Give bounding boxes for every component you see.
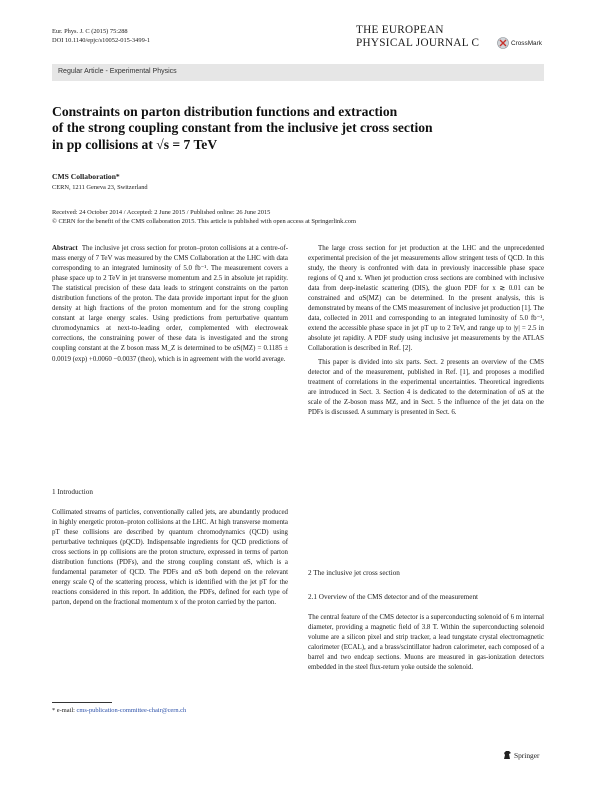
journal-name-line1: THE EUROPEAN	[356, 24, 444, 36]
title-line-1: Constraints on parton distribution functions and extraction	[52, 104, 398, 119]
copyright: © CERN for the benefit of the CMS collaboration 2015. This article is published with open access at Springerlink.com	[52, 218, 356, 225]
author: CMS Collaboration*	[52, 172, 120, 181]
citation: Eur. Phys. J. C (2015) 75:288	[52, 28, 128, 35]
journal-logo	[356, 24, 492, 60]
left-column	[52, 244, 288, 368]
section-heading-introduction: 1 Introduction	[52, 488, 93, 496]
publisher-logo	[503, 750, 539, 760]
intro-body	[52, 508, 288, 611]
right-column	[308, 244, 544, 421]
crossmark-icon	[497, 37, 509, 49]
crossmark-label: CrossMark	[511, 39, 542, 47]
title-line-3: in pp collisions at √s = 7 TeV	[52, 136, 218, 152]
section-heading-2: 2 The inclusive jet cross section	[308, 569, 400, 577]
right-paragraph-3-wrap	[308, 613, 544, 676]
abstract	[52, 244, 288, 365]
footnote	[52, 707, 186, 715]
dates: Received: 24 October 2014 / Accepted: 2 June 2015 / Published online: 26 June 2015	[52, 209, 271, 216]
journal-name-line2: PHYSICAL JOURNAL C	[356, 37, 480, 49]
article-type: Regular Article - Experimental Physics	[58, 68, 177, 75]
section-heading-2-1: 2.1 Overview of the CMS detector and of the measurement	[308, 593, 479, 601]
doi[interactable]: DOI 10.1140/epjc/s10052-015-3499-1	[52, 37, 151, 44]
footnote-email-link[interactable]: cms-publication-committee-chair@cern.ch	[76, 707, 187, 714]
right-paragraph-3: The central feature of the CMS detector is a superconducting solenoid of 6 m internal diameter, providing a magnetic field of 3.8 T. Within the superconducting solenoid volume are a silicon pixel and strip tracker, a lead tungstate crystal electromagnetic calorimeter (ECAL), and a brass/scintillator hadron calorimeter, each composed of a barrel and two endcap sections. Muons are measured in gas-ionization detectors embedded in the steel flux-return yoke outside the solenoid.	[308, 614, 544, 672]
affiliation: CERN, 1211 Geneva 23, Switzerland	[52, 184, 148, 191]
springer-horse-icon	[503, 750, 512, 760]
page-title	[52, 104, 552, 153]
title-line-2: of the strong coupling constant from the inclusive jet cross section	[52, 120, 433, 136]
footnote-rule	[52, 702, 112, 703]
abstract-label: Abstract	[52, 245, 78, 252]
publisher-name: Springer	[514, 750, 540, 760]
abstract-text: The inclusive jet cross section for proton–proton collisions at a centre-of-mass energy of 7 TeV was measured by the CMS Collaboration at the LHC with data corresponding to an integrated luminosity of 5.0 fb⁻¹. The measurement covers a phase space up to 2 TeV in jet transverse momentum and 2.5 in absolute jet rapidity. The statistical precision of these data leads to stringent constraints on the parton distribution functions of the proton. The data provide important input for the gluon density at high fractions of the proton momentum and for the strong coupling constant at large energy scales. Using predictions from perturbative quantum chromodynamics at next-to-leading order, complemented with electroweak corrections, the constraining power of these data is investigated and the strong coupling constant at the Z boson mass M_Z is determined to be αS(MZ) = 0.1185 ± 0.0019 (exp) +0.0060 −0.0037 (theo), which is in agreement with the world average.	[52, 245, 288, 363]
crossmark-badge[interactable]	[497, 36, 551, 50]
intro-paragraph: Collimated streams of particles, conventionally called jets, are abundantly produced in highly energetic proton–proton collisions at the LHC. At high transverse momenta pT these collisions are described by quantum chromodynamics (QCD) using perturbative techniques (pQCD). Indispensable ingredients for QCD predictions of cross sections in pp collisions are the proton structure, expressed in terms of parton distribution functions (PDFs), and the strong coupling constant αS, which is a fundamental parameter of QCD. The PDFs and αS both depend on the relevant energy scale Q of the scattering process, which is identified with the jet pT for the reactions considered in this report. In addition, the PDFs, defined for each type of parton, depend on the fractional momentum x of the proton carried by the parton.	[52, 509, 288, 607]
article-type-bar	[52, 64, 544, 81]
footnote-label: * e-mail:	[52, 707, 75, 714]
right-paragraph-1: The large cross section for jet production at the LHC and the unprecedented experimental precision of the jet measurements allow stringent tests of QCD. In this study, the theory is confronted with data in previously inaccessible phase space regions of Q and x. When jet production cross sections are combined with inclusive data from deep-inelastic scattering (DIS), the gluon PDF for x ≳ 0.01 can be constrained and αS(MZ) can be determined. In the present analysis, this is demonstrated by means of the CMS measurement of inclusive jet production [1]. The data, collected in 2011 and corresponding to an integrated luminosity of 5.0 fb⁻¹, extend the accessible phase space in jet pT up to 2 TeV, and range up to |y| = 2.5 in absolute jet rapidity. A PDF study using inclusive jet measurements by the ATLAS Collaboration is described in Ref. [2].	[308, 245, 544, 353]
right-paragraph-2: This paper is divided into six parts. Sect. 2 presents an overview of the CMS detector and of the measurement, published in Ref. [1], and proposes a modified treatment of correlations in the experimental uncertainties. Theoretical ingredients are introduced in Sect. 3. Section 4 is dedicated to the determination of αS at the scale of the Z-boson mass MZ, and in Sect. 5 the influence of the jet data on the PDFs is discussed. A summary is presented in Sect. 6.	[308, 358, 544, 416]
